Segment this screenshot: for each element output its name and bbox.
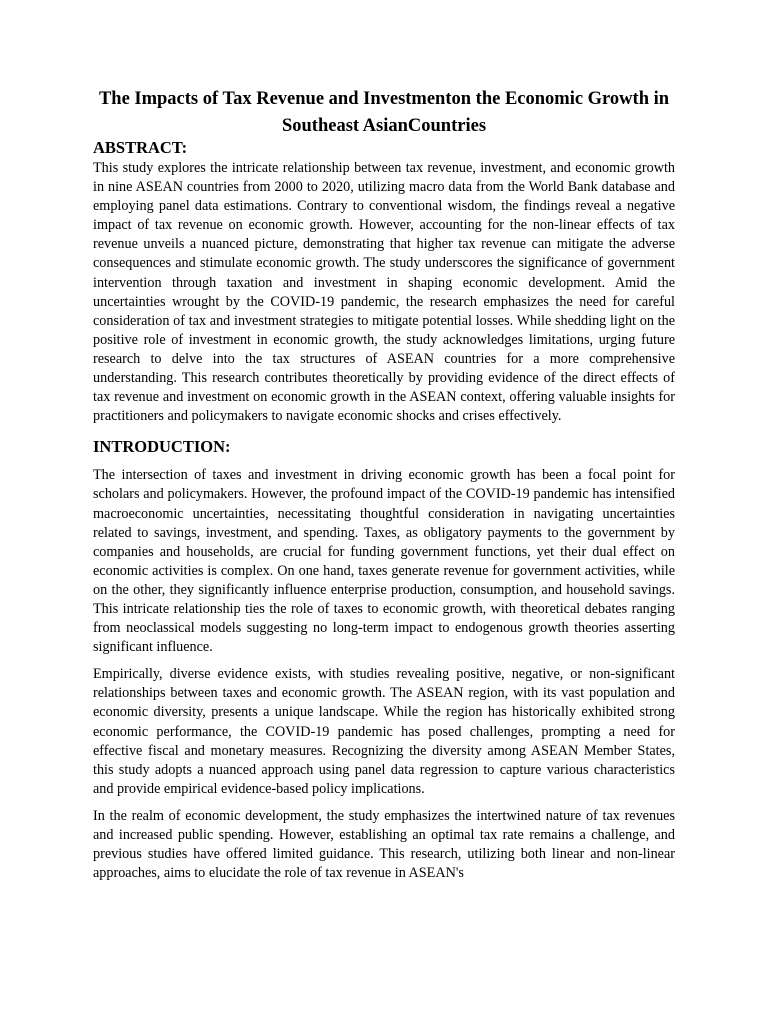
abstract-heading: ABSTRACT: — [93, 138, 188, 157]
abstract-paragraph: This study explores the intricate relationship between tax revenue, investment, and economic growth in nine ASEAN countries from 2000 to 2020, utilizing macro data from the World Bank database and employing panel data estimations. Contrary to conventional wisdom, the findings reveal a negative impact of tax revenue on economic growth. However, accounting for the non-linear effects of tax revenue unveils a nuanced picture, demonstrating that higher tax revenue can mitigate the adverse consequences and stimulate economic growth. The study underscores the significance of government intervention through taxation and investment in shaping economic development. Amid the uncertainties wrought by the COVID-19 pandemic, the research emphasizes the need for careful consideration of tax and investment strategies to mitigate potential losses. While shedding light on the positive role of investment in economic growth, the study acknowledges limitations, urging future research to delve into the tax structures of ASEAN countries for a more comprehensive understanding. This research contributes theoretically by providing evidence of the direct effects of tax revenue and investment on economic growth in the ASEAN context, offering valuable insights for practitioners and policymakers to navigate economic shocks and crises effectively. — [93, 160, 675, 425]
introduction-heading: INTRODUCTION: — [93, 437, 231, 457]
intro-paragraph-2: Empirically, diverse evidence exists, with studies revealing positive, negative, or non-significant relationships between taxes and economic growth. The ASEAN region, with its vast population and economic diversity, presents a unique landscape. While the region has historically exhibited strong economic performance, the COVID-19 pandemic has posed challenges, prompting a need for effective fiscal and monetary measures. Recognizing the diversity among ASEAN Member States, this study adopts a nuanced approach using panel data regression to capture various characteristics and provide empirical evidence-based policy implications. — [93, 666, 675, 797]
paper-title: The Impacts of Tax Revenue and Investmenton the Economic Growth in Southeast AsianCountries — [98, 89, 670, 136]
document-page — [93, 86, 675, 883]
intro-paragraph-1: The intersection of taxes and investment in driving economic growth has been a focal point for scholars and policymakers. However, the profound impact of the COVID-19 pandemic has intensified macroeconomic uncertainties, necessitating thoughtful consideration in navigating uncertainties related to savings, investment, and spending. Taxes, as obligatory payments to the government by companies and households, are crucial for funding government functions, yet their dual effect on economic activities is complex. On one hand, taxes generate revenue for government activities, while on the other, they significantly influence enterprise production, consumption, and household savings. This intricate relationship ties the role of taxes to economic growth, with theoretical debates ranging from neoclassical models suggesting no long-term impact to endogenous growth theories asserting significant influence. — [93, 467, 675, 656]
intro-paragraph-3: In the realm of economic development, the study emphasizes the intertwined nature of tax revenues and increased public spending. However, establishing an optimal tax rate remains a challenge, and previous studies have offered limited guidance. This research, utilizing both linear and non-linear approaches, aims to elucidate the role of tax revenue in ASEAN's — [93, 807, 675, 882]
